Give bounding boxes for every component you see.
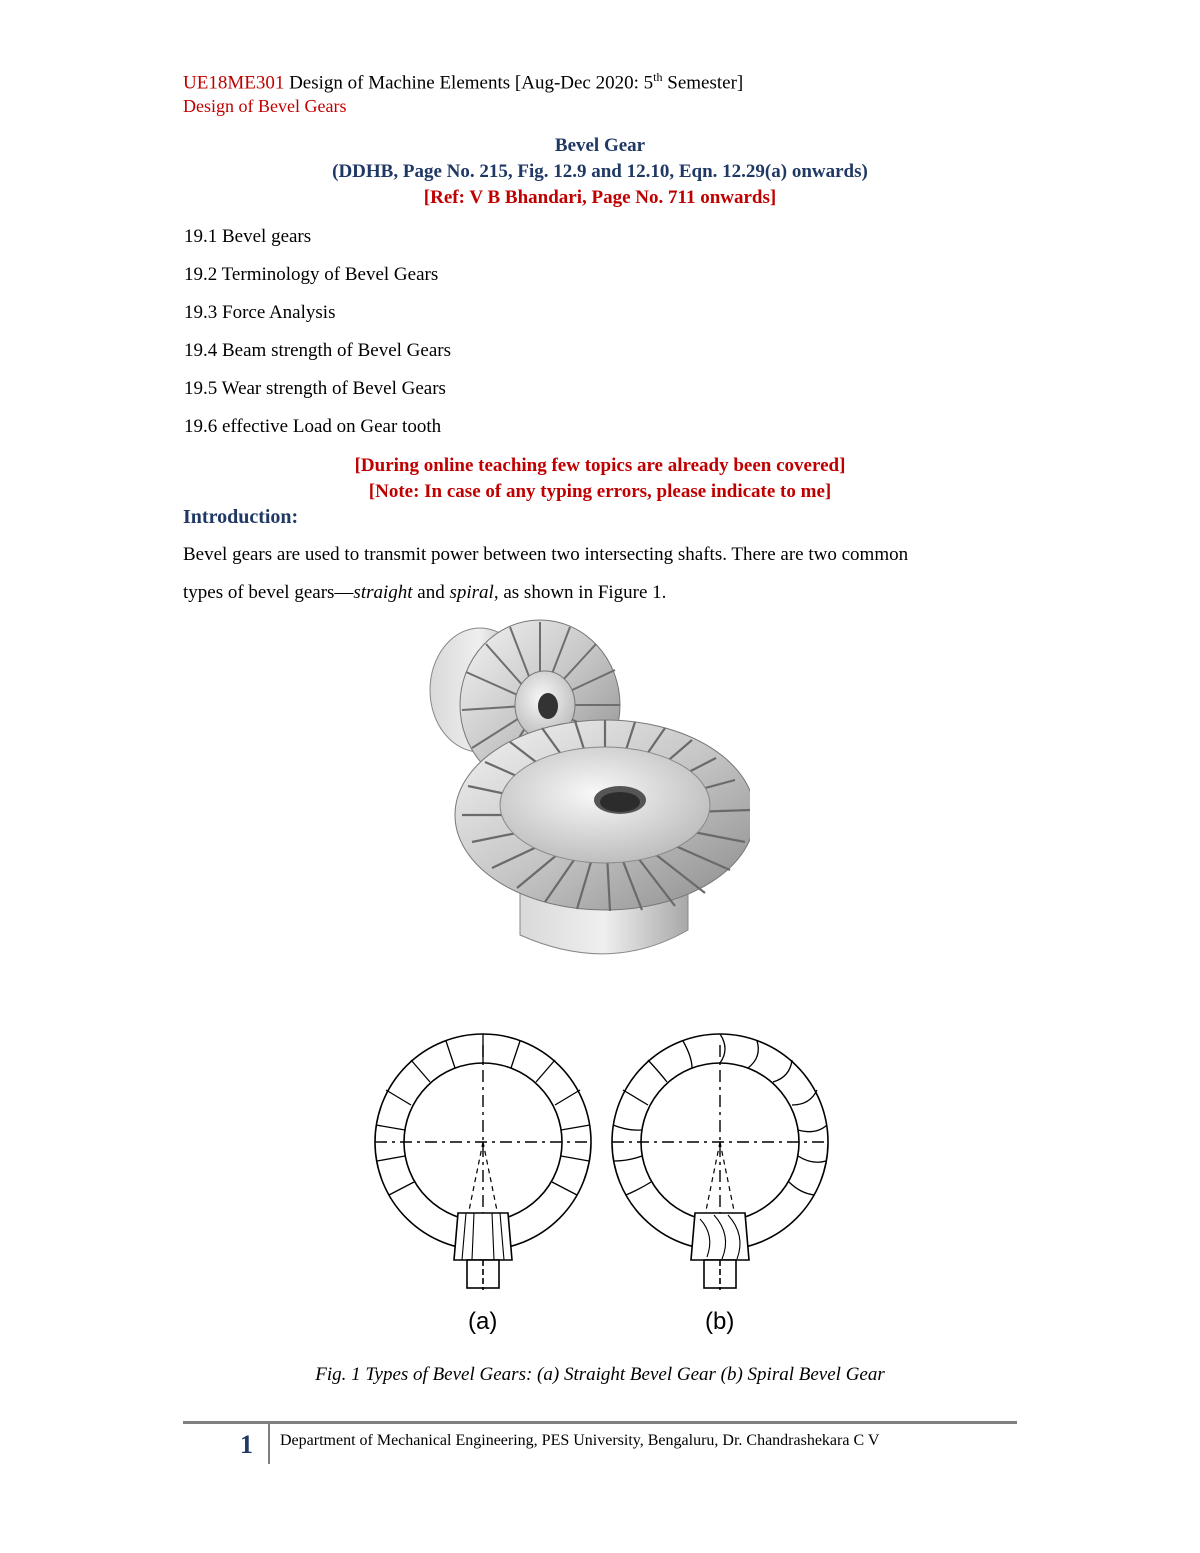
footer-vertical-divider <box>268 1424 270 1464</box>
intro-spiral: spiral <box>449 582 494 603</box>
semester-superscript: th <box>653 70 663 84</box>
straight-bevel-gear-diagram <box>375 1034 591 1290</box>
toc-item: 19.3 Force Analysis <box>184 302 336 323</box>
introduction-heading: Introduction: <box>183 506 299 528</box>
header-subtitle: Design of Bevel Gears <box>183 96 347 116</box>
toc-item: 19.2 Terminology of Bevel Gears <box>184 264 439 285</box>
spiral-bevel-gear-diagram <box>612 1034 828 1290</box>
toc-item: 19.4 Beam strength of Bevel Gears <box>184 340 451 361</box>
toc-item: 19.6 effective Load on Gear tooth <box>184 416 442 437</box>
bevel-gear <box>455 720 750 954</box>
page-title: Bevel Gear <box>554 135 646 156</box>
semester-tail: Semester] <box>662 72 744 94</box>
course-code: UE18ME301 <box>183 72 285 94</box>
footer-divider <box>183 1421 1017 1424</box>
footer-text: Department of Mechanical Engineering, PES University, Bengaluru, Dr. Chandrashekara C V <box>280 1432 880 1449</box>
figure-label-b: (b) <box>705 1308 735 1335</box>
intro-text: types of bevel gears— <box>183 582 354 603</box>
intro-text: and <box>412 582 450 603</box>
header-course-line <box>183 70 743 94</box>
toc-item: 19.1 Bevel gears <box>184 226 312 247</box>
intro-straight: straight <box>353 582 413 603</box>
note-typing-errors: [Note: In case of any typing errors, please indicate to me] <box>368 481 832 502</box>
figure-caption: Fig. 1 Types of Bevel Gears: (a) Straight Bevel Gear (b) Spiral Bevel Gear <box>315 1364 885 1385</box>
bevel-gear-pair-image <box>420 610 750 980</box>
intro-paragraph-line2 <box>183 582 1033 604</box>
toc-item: 19.5 Wear strength of Bevel Gears <box>184 378 446 399</box>
bevel-gear-diagrams <box>370 1015 850 1335</box>
note-covered: [During online teaching few topics are already been covered] <box>354 455 846 476</box>
page-number: 1 <box>240 1430 253 1459</box>
intro-text: , as shown in Figure 1. <box>493 582 667 603</box>
course-title: Design of Machine Elements [Aug-Dec 2020: 5 <box>284 72 654 94</box>
intro-paragraph-line1: Bevel gears are used to transmit power between two intersecting shafts. There are two common <box>183 544 909 565</box>
title-reference-ddhb: (DDHB, Page No. 215, Fig. 12.9 and 12.10, Eqn. 12.29(a) onwards) <box>332 161 868 182</box>
figure-label-a: (a) <box>468 1308 498 1335</box>
title-reference-bhandari: [Ref: V B Bhandari, Page No. 711 onwards] <box>423 187 777 208</box>
